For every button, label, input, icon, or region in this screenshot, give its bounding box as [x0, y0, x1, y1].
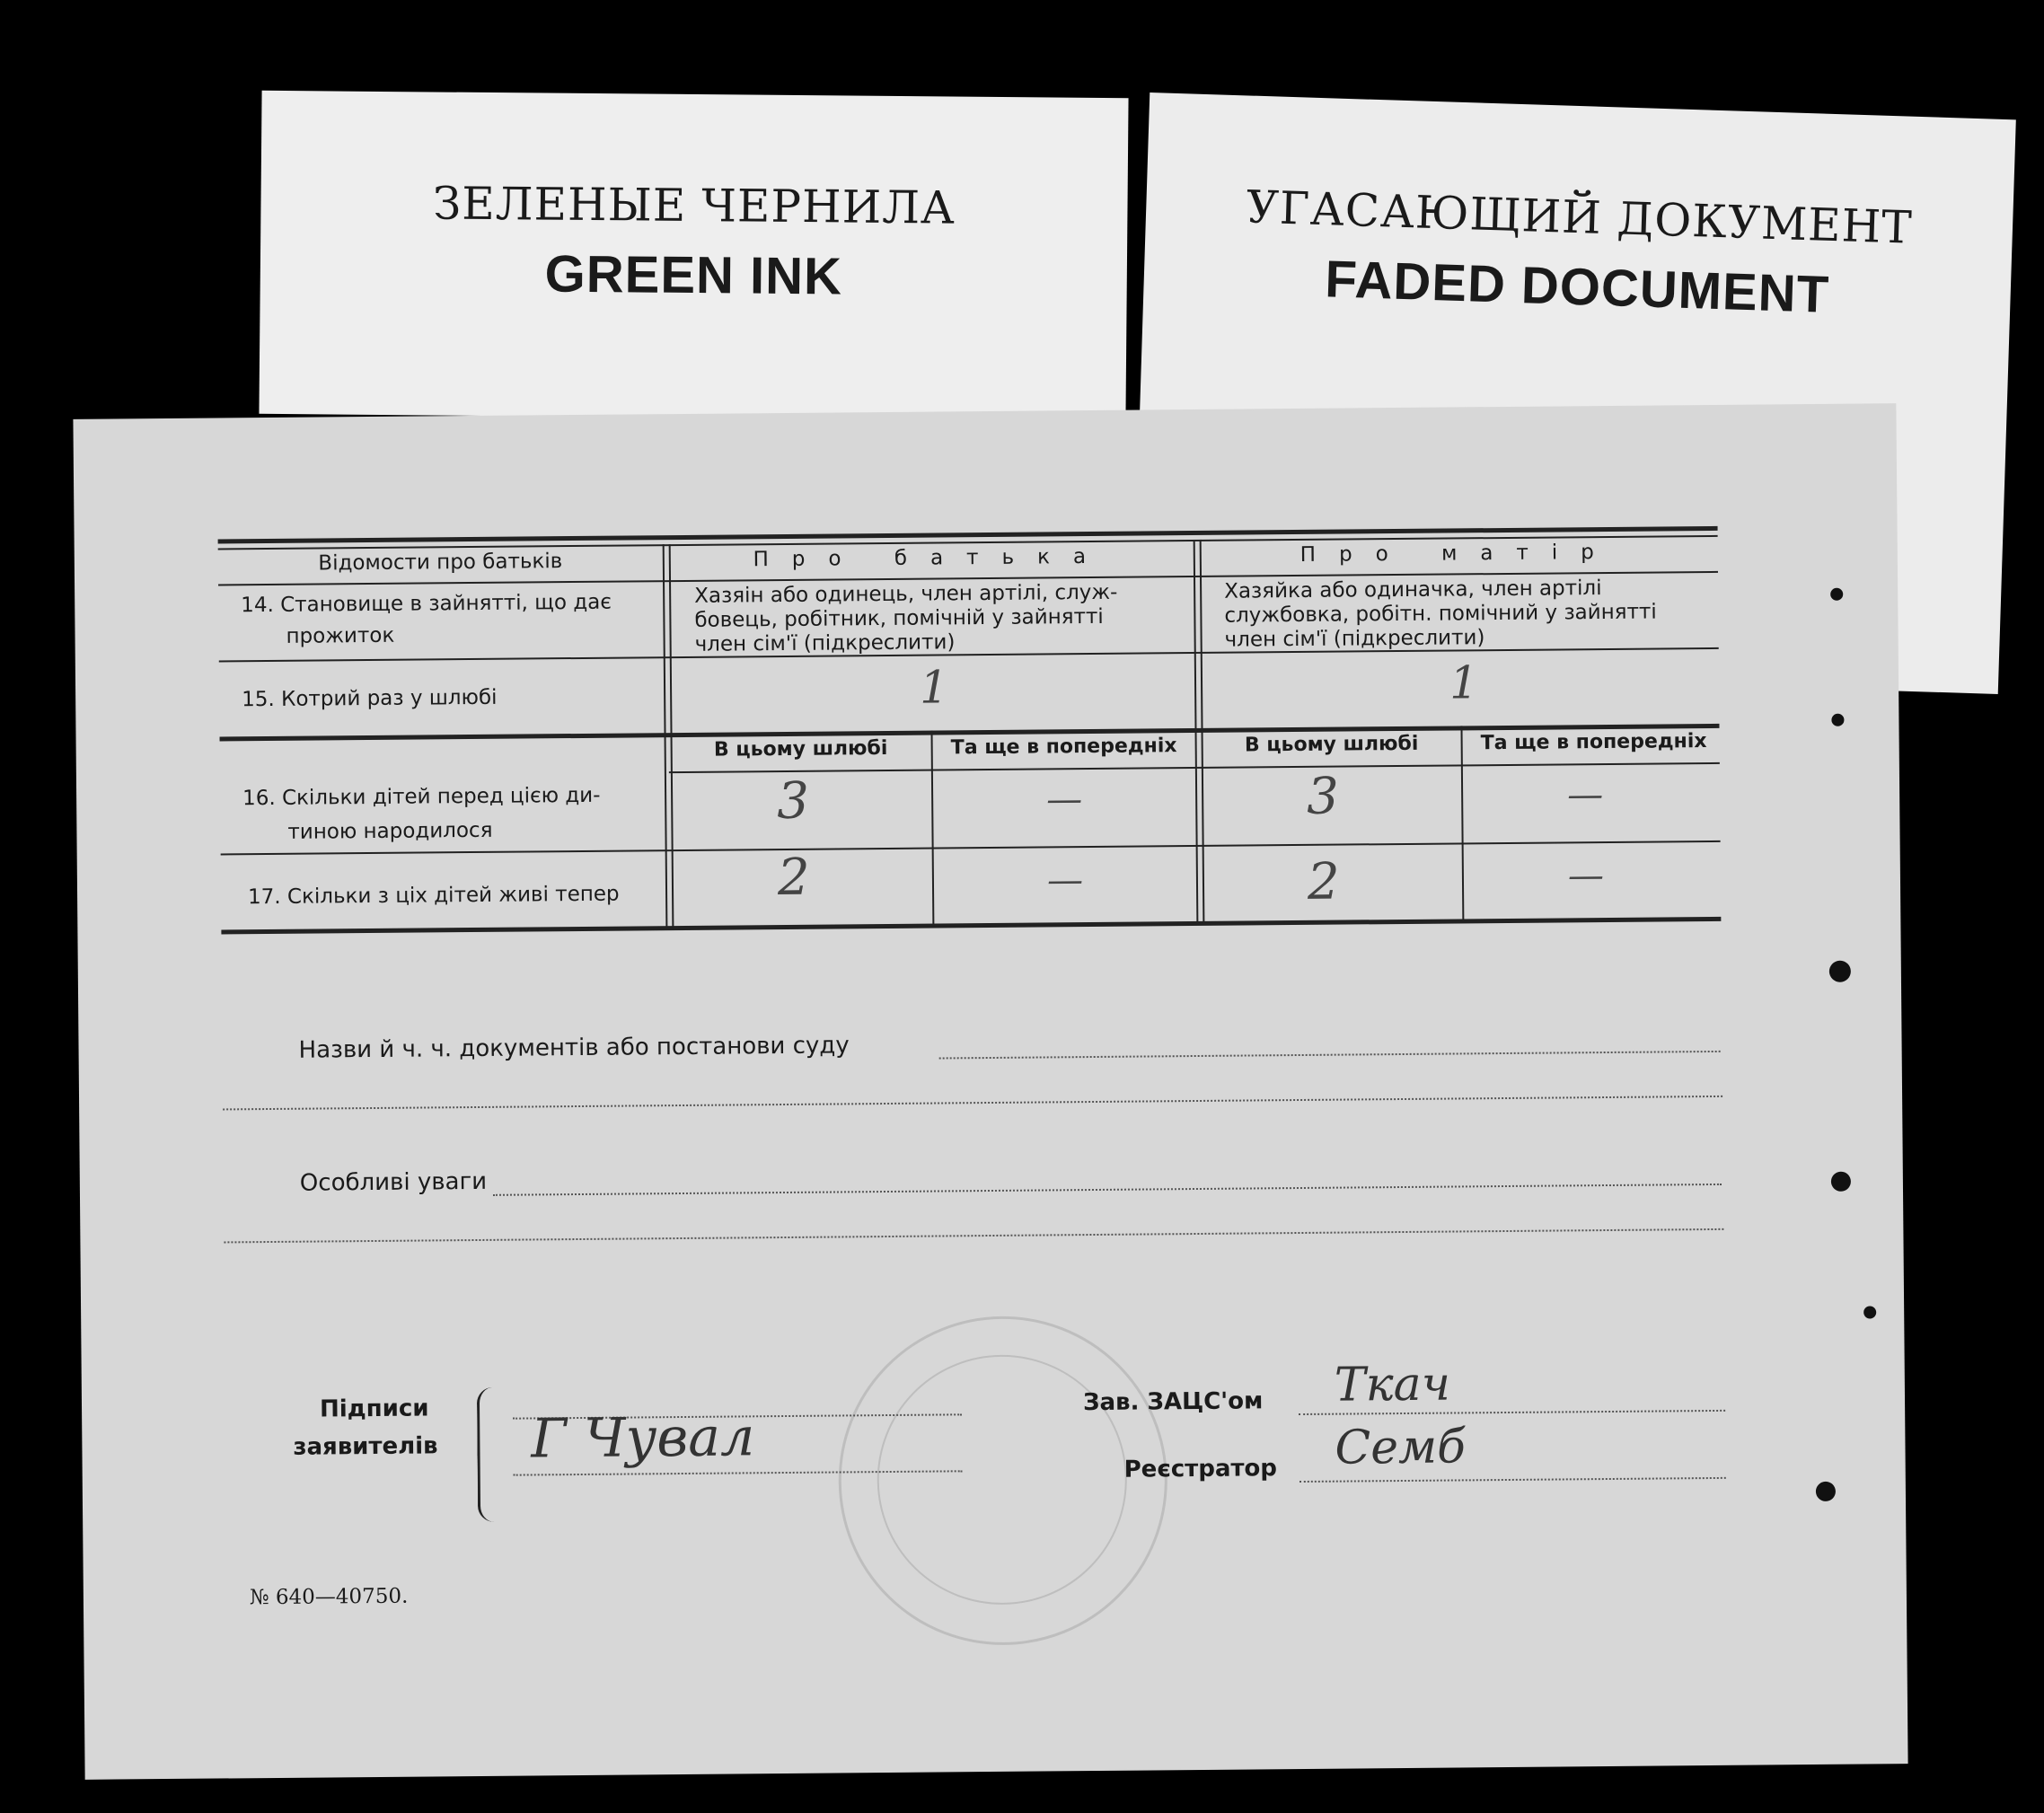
row17-mother-prev: — [1567, 855, 1605, 897]
green-ink-card [259, 91, 1128, 421]
remarks-label: Особливі уваги [299, 1167, 488, 1197]
table-divider [930, 731, 934, 926]
row16-father-prev: — [1045, 779, 1083, 821]
row15-mother-value: 1 [1449, 656, 1479, 709]
applicants-label: Підписи [319, 1395, 429, 1423]
row14-father-line: бовець, робітник, помічній у зайнятті [694, 604, 1104, 632]
form-number: № 640—40750. [249, 1584, 409, 1610]
row14-father-line: член сім'ї (підкреслити) [694, 630, 956, 656]
header-parents-info: Відомости про батьків [318, 550, 563, 576]
subheader-father-this: В цьому шлюбі [713, 736, 888, 761]
registrar-label: Реєстратор [1123, 1455, 1278, 1483]
documents-line-2 [223, 1095, 1722, 1111]
punch-hole [1830, 588, 1843, 601]
row15-father-value: 1 [919, 661, 949, 714]
row15-label: 15. Котрий раз у шлюбі [242, 685, 498, 712]
row17-mother-this: 2 [1307, 852, 1340, 911]
registration-form-sheet [73, 403, 1907, 1780]
subheader-mother-prev: Та ще в попередніх [1480, 730, 1707, 755]
punch-hole [1829, 961, 1851, 982]
subheader-mother-this: В цьому шлюбі [1244, 732, 1419, 757]
row17-father-prev: — [1046, 859, 1084, 902]
table-divider [663, 544, 674, 928]
punch-hole [1816, 1482, 1836, 1501]
remarks-line [493, 1183, 1722, 1196]
head-signature: Ткач [1334, 1357, 1451, 1413]
head-label: Зав. ЗАЦС'ом [1082, 1387, 1264, 1417]
row14-father-options [694, 580, 1189, 657]
row17-label: 17. Скільки з ціх дітей живі тепер [247, 882, 620, 910]
row16-mother-this: 3 [1306, 767, 1340, 826]
applicants-label-cont: заявителів [293, 1432, 438, 1461]
row14-label: 14. Становище в зайнятті, що дає [241, 590, 612, 618]
row16-mother-prev: — [1566, 774, 1604, 816]
documents-label: Назви й ч. ч. документів або постанови суду [298, 1032, 850, 1064]
row17-father-this: 2 [777, 848, 810, 908]
table-bottom-rule [221, 917, 1721, 935]
documents-line [939, 1050, 1721, 1060]
official-seal [837, 1315, 1168, 1646]
card-en-text: FADED DOCUMENT [1324, 250, 1830, 324]
card-en-text: GREEN INK [544, 244, 843, 306]
remarks-line-2 [224, 1228, 1723, 1244]
card-ru-text: ЗЕЛЕНЫЕ ЧЕРНИЛА [432, 177, 956, 234]
punch-hole [1863, 1306, 1876, 1318]
table-divider [1460, 726, 1464, 920]
subheader-father-prev: Та ще в попередніх [950, 735, 1177, 760]
row14-mother-options [1224, 576, 1719, 653]
row14-mother-line: член сім'ї (підкреслити) [1224, 626, 1485, 652]
punch-hole [1831, 1172, 1851, 1192]
registrar-sign-line [1300, 1476, 1726, 1483]
punch-hole [1831, 714, 1844, 726]
registrar-signature: Семб [1335, 1420, 1467, 1475]
row14-mother-line: службовка, робітн. помічний у зайнятті [1224, 600, 1657, 628]
table-divider [1194, 540, 1205, 923]
row16-father-this: 3 [776, 771, 810, 832]
applicants-bracket [477, 1387, 507, 1522]
row14-label-cont: прожиток [286, 623, 395, 648]
applicant-signature: Г Чувал [531, 1405, 755, 1471]
row14-mother-line: Хазяйка або одиначка, член артілі [1224, 576, 1602, 603]
header-father: Про батька [753, 544, 1110, 572]
row14-father-line: Хазяін або одинець, член артілі, служ- [694, 580, 1118, 608]
card-ru-text: УГАСАЮЩИЙ ДОКУМЕНТ [1245, 180, 1914, 254]
row16-label: 16. Скільки дітей перед цією ди- [242, 783, 601, 811]
row16-label-cont: тиною народилося [287, 818, 493, 844]
header-mother: Про матір [1300, 540, 1617, 567]
